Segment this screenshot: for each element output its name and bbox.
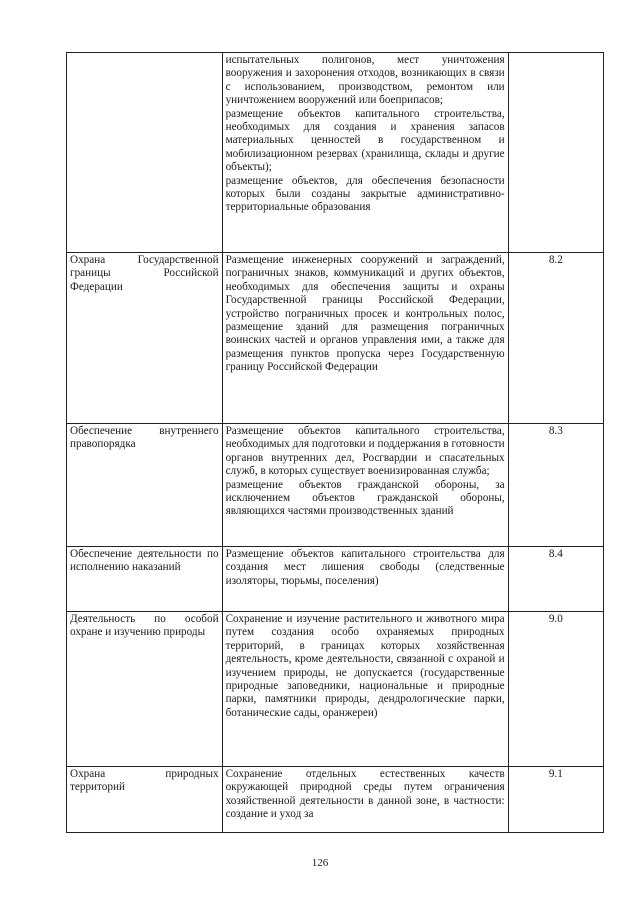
description-paragraph: Сохранение и изучение растительного и животного мира путем создания особо охраняемых природных территорий, в границах которых хозяйственная деятельность, кроме деятельности, связанной с охраной и изучением природы, не допускается (государственные природные заповедники, национальные и природные парки, памятники природы, дендрологические парки, ботанические сады, оранжереи) [225, 613, 505, 719]
land-use-name-cell [67, 53, 223, 253]
land-use-name-cell: Обеспечение внутреннего правопорядка [67, 424, 223, 547]
land-use-name-cell: Охрана Государственной границы Российской Федерации [67, 253, 223, 424]
description-paragraph: размещение объектов гражданской обороны, за исключением объектов гражданской обороны, являющихся частями производственных зданий [225, 478, 505, 518]
table-row [67, 547, 604, 612]
land-use-code-cell: 8.3 [508, 424, 603, 547]
page-number: 126 [311, 857, 329, 869]
land-use-description-cell [222, 767, 508, 833]
land-use-code-cell: 8.4 [508, 547, 603, 612]
land-use-description-cell [222, 424, 508, 547]
description-paragraph: размещение объектов, для обеспечения безопасности которых были созданы закрытые административно-территориальные образования [225, 174, 505, 214]
description-paragraph: размещение объектов капитального строительства, необходимых для создания и хранения запасов материальных ценностей в государственном и мобилизационном резервах (хранилища, склады и другие объекты); [225, 107, 505, 174]
land-use-code-cell: 8.2 [508, 253, 603, 424]
land-use-code-cell [508, 53, 603, 253]
table-row [67, 53, 604, 253]
land-use-description-cell [222, 612, 508, 767]
land-use-description-cell [222, 53, 508, 253]
table-row [67, 253, 604, 424]
description-paragraph: Размещение объектов капитального строительства, необходимых для подготовки и поддержания в готовности органов внутренних дел, Росгвардии и спасательных служб, в которых существует военизированная служба; [225, 425, 505, 478]
land-use-description-cell [222, 253, 508, 424]
description-paragraph: Размещение инженерных сооружений и заграждений, пограничных знаков, коммуникаций и других объектов, необходимых для обеспечения защиты и охраны Государственной границы Российской Федерации, устройство пограничных просек и контрольных полос, размещение зданий для размещения пограничных воинских частей и органов управления ими, а также для размещения пунктов пропуска через Государственную границу Российской Федерации [225, 254, 505, 374]
table-row [67, 612, 604, 767]
land-use-code-cell: 9.0 [508, 612, 603, 767]
description-paragraph: Сохранение отдельных естественных качеств окружающей природной среды путем ограничения хозяйственной деятельности в данной зоне, в частности: создание и уход за [225, 768, 505, 821]
table-row [67, 767, 604, 833]
description-paragraph: испытательных полигонов, мест уничтожения вооружения и захоронения отходов, возникающих в связи с использованием, производством, ремонтом или уничтожением вооружений или боеприпасов; [225, 54, 505, 107]
description-paragraph: Размещение объектов капитального строительства для создания мест лишения свободы (следственные изоляторы, тюрьмы, поселения) [225, 548, 505, 587]
land-use-name-cell: Деятельность по особой охране и изучению природы [67, 612, 223, 767]
land-use-name-cell: Обеспечение деятельности по исполнению наказаний [67, 547, 223, 612]
land-use-name-cell: Охрана природных территорий [67, 767, 223, 833]
land-use-table [66, 52, 604, 833]
land-use-code-cell: 9.1 [508, 767, 603, 833]
table-row [67, 424, 604, 547]
land-use-description-cell [222, 547, 508, 612]
